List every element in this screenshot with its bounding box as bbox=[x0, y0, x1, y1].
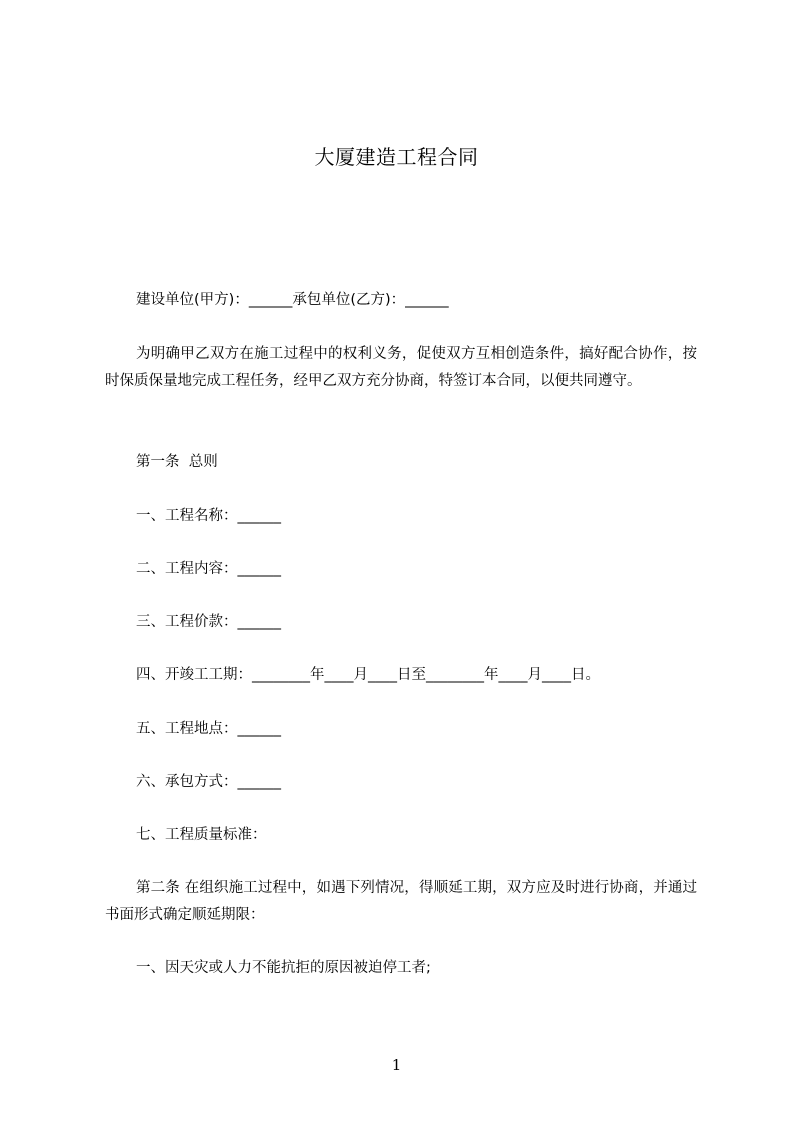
item-project-name: 一、工程名称：______ bbox=[136, 508, 281, 524]
article-2-paragraph: 第二条 在组织施工过程中，如遇下列情况，得顺延工期，双方应及时进行协商，并通过书面形式确定顺延期限： bbox=[105, 880, 697, 923]
preamble-paragraph: 为明确甲乙双方在施工过程中的权利义务，促使双方互相创造条件，搞好配合协作，按时保质保量地完成工程任务，经甲乙双方充分协商，特签订本合同，以便共同遵守。 bbox=[105, 346, 697, 389]
item-quality-standard: 七、工程质量标准： bbox=[136, 827, 267, 843]
parties-line: 建设单位(甲方)：______承包单位(乙方)：______ bbox=[136, 292, 449, 308]
article-2-item-1: 一、因天灾或人力不能抗拒的原因被迫停工者; bbox=[136, 960, 431, 976]
item-project-location: 五、工程地点：______ bbox=[136, 721, 281, 737]
article-1-heading: 第一条 总则 bbox=[136, 454, 218, 470]
page-number: 1 bbox=[391, 1056, 402, 1074]
item-project-content: 二、工程内容：______ bbox=[136, 561, 281, 577]
item-project-price: 三、工程价款：______ bbox=[136, 614, 281, 630]
document-title: 大厦建造工程合同 bbox=[314, 145, 479, 169]
item-project-period: 四、开竣工工期：________年____月____日至________年____月____日。 bbox=[136, 667, 600, 683]
item-contract-method: 六、承包方式：______ bbox=[136, 774, 281, 790]
